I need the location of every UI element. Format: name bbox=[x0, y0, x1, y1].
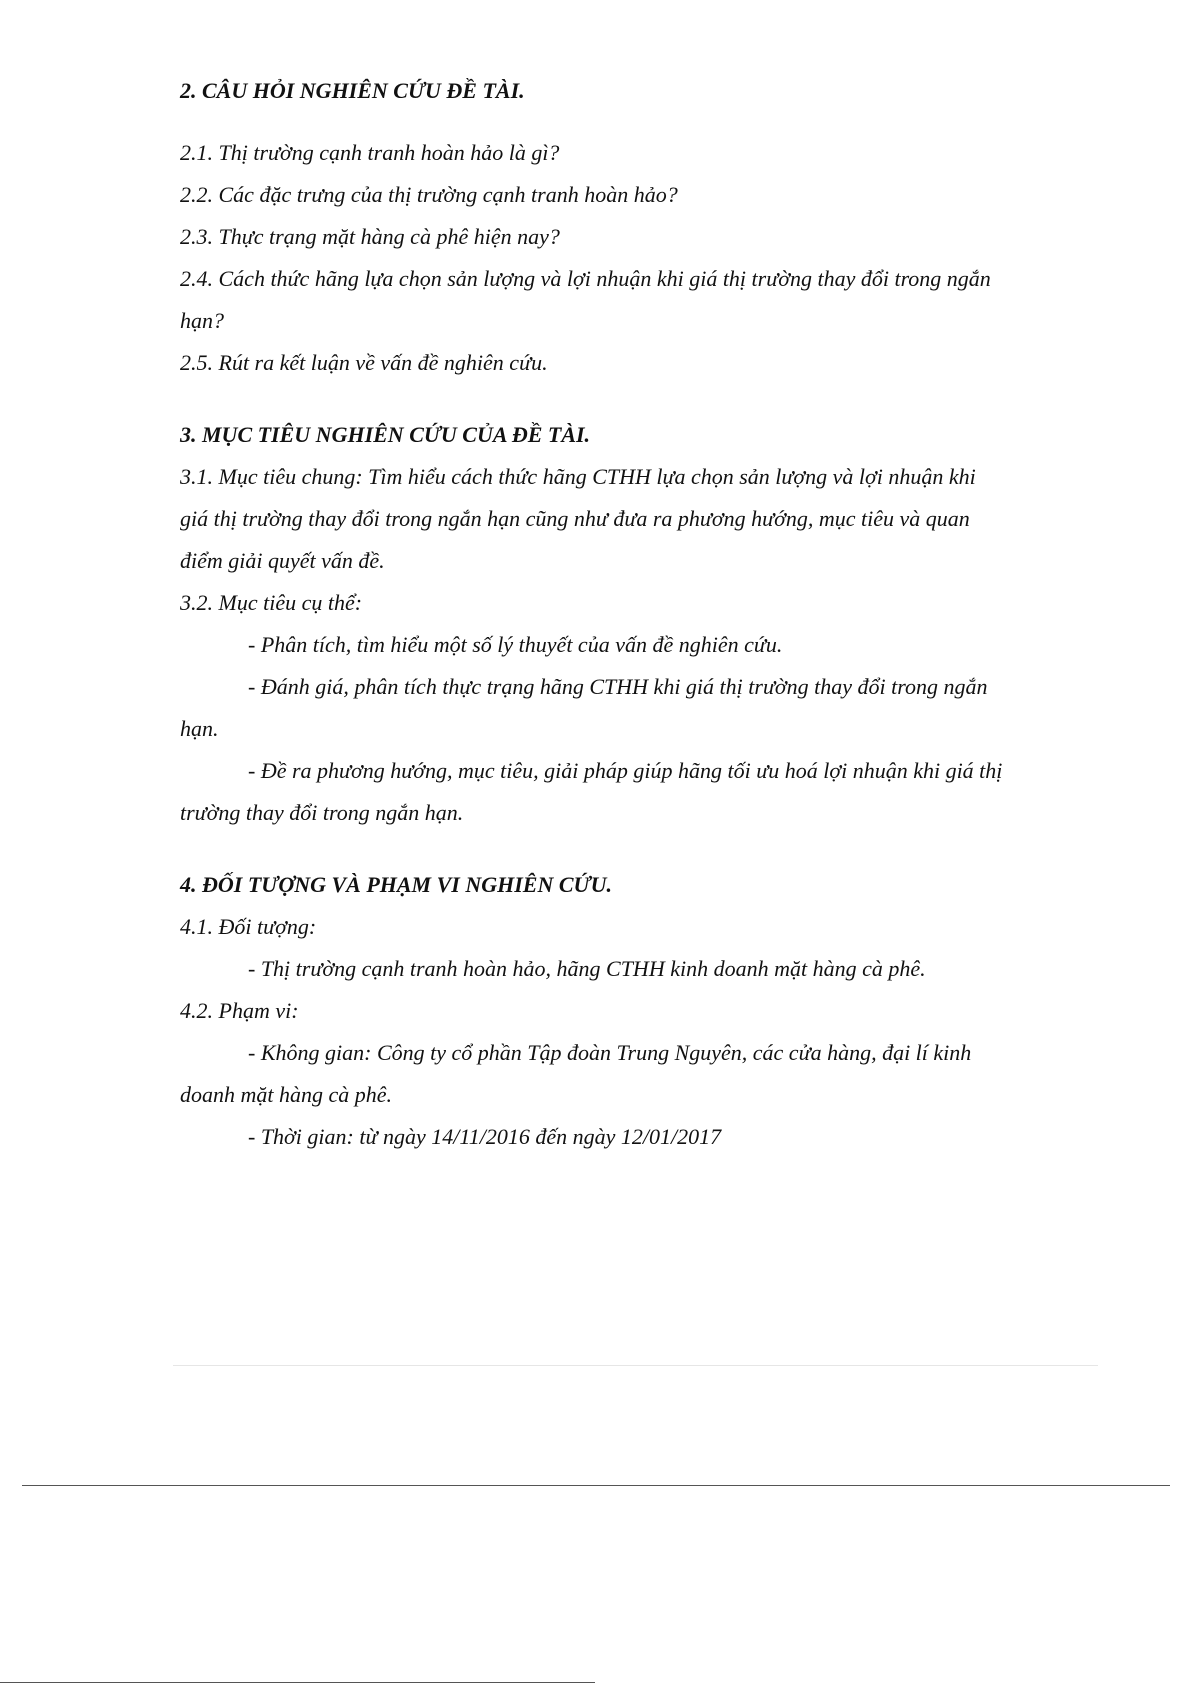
object-item: - Thị trường cạnh tranh hoàn hảo, hãng CTHH kinh doanh mặt hàng cà phê. bbox=[248, 956, 926, 981]
section-3-heading: 3. MỤC TIÊU NGHIÊN CỨU CỦA ĐỀ TÀI. bbox=[180, 422, 591, 447]
bottom-edge-line bbox=[0, 1682, 595, 1683]
question-2-2: 2.2. Các đặc trưng của thị trường cạnh tranh hoàn hảo? bbox=[180, 182, 678, 207]
question-2-1: 2.1. Thị trường cạnh tranh hoàn hảo là gì? bbox=[180, 140, 560, 165]
general-goal-line-2: giá thị trường thay đổi trong ngắn hạn cũng như đưa ra phương hướng, mục tiêu và quan bbox=[180, 506, 970, 531]
light-divider bbox=[173, 1365, 1098, 1366]
specific-goal-label: 3.2. Mục tiêu cụ thể: bbox=[180, 590, 363, 615]
specific-goal-bullet-2-cont: hạn. bbox=[180, 716, 219, 741]
page-divider bbox=[22, 1485, 1170, 1486]
specific-goal-bullet-1: - Phân tích, tìm hiểu một số lý thuyết của vấn đề nghiên cứu. bbox=[248, 632, 783, 657]
specific-goal-bullet-3-cont: trường thay đổi trong ngắn hạn. bbox=[180, 800, 464, 825]
document-page bbox=[180, 70, 1080, 1158]
scope-time-line: - Thời gian: từ ngày 14/11/2016 đến ngày 12/01/2017 bbox=[248, 1124, 722, 1149]
general-goal-line-3: điểm giải quyết vấn đề. bbox=[180, 548, 385, 573]
section-4-heading: 4. ĐỐI TƯỢNG VÀ PHẠM VI NGHIÊN CỨU. bbox=[180, 872, 612, 897]
scope-label: 4.2. Phạm vi: bbox=[180, 998, 299, 1023]
question-2-4: 2.4. Cách thức hãng lựa chọn sản lượng và lợi nhuận khi giá thị trường thay đổi trong ngắn bbox=[180, 266, 991, 291]
specific-goal-bullet-2: - Đánh giá, phân tích thực trạng hãng CTHH khi giá thị trường thay đổi trong ngắn bbox=[248, 674, 988, 699]
specific-goal-bullet-3: - Đề ra phương hướng, mục tiêu, giải pháp giúp hãng tối ưu hoá lợi nhuận khi giá thị bbox=[248, 758, 1003, 783]
question-2-5: 2.5. Rút ra kết luận về vấn đề nghiên cứu. bbox=[180, 350, 548, 375]
general-goal-line-1: 3.1. Mục tiêu chung: Tìm hiểu cách thức hãng CTHH lựa chọn sản lượng và lợi nhuận khi bbox=[180, 464, 976, 489]
question-2-3: 2.3. Thực trạng mặt hàng cà phê hiện nay? bbox=[180, 224, 560, 249]
question-2-4-cont: hạn? bbox=[180, 308, 224, 333]
object-label: 4.1. Đối tượng: bbox=[180, 914, 317, 939]
scope-space-line-2: doanh mặt hàng cà phê. bbox=[180, 1082, 393, 1107]
scope-space-line-1: - Không gian: Công ty cổ phần Tập đoàn Trung Nguyên, các cửa hàng, đại lí kinh bbox=[248, 1040, 972, 1065]
section-2-heading: 2. CÂU HỎI NGHIÊN CỨU ĐỀ TÀI. bbox=[180, 78, 525, 103]
